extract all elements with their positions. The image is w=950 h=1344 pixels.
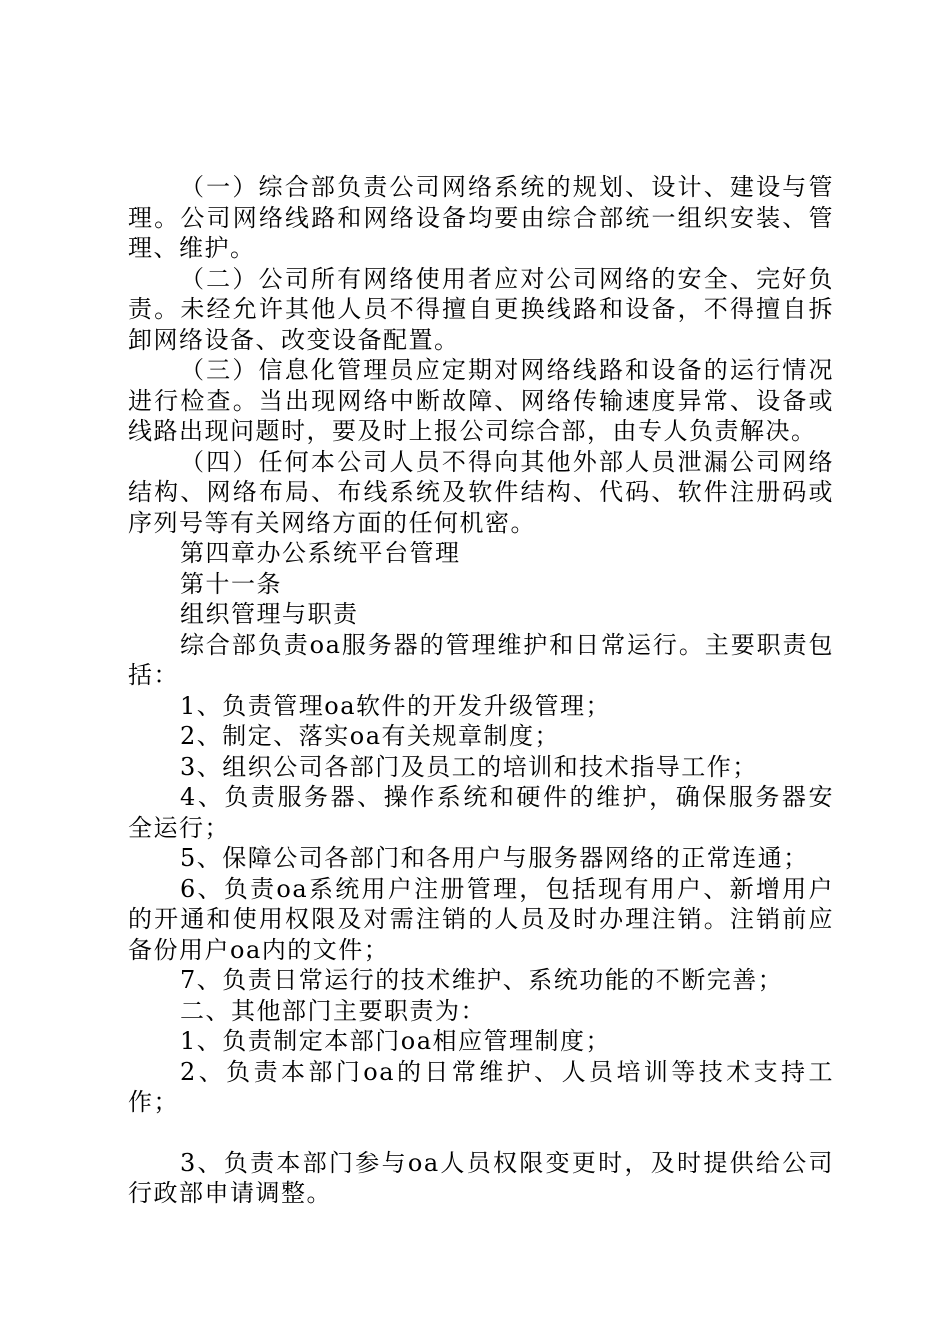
paragraph-confidentiality: （四）任何本公司人员不得向其他外部人员泄漏公司网络结构、网络布局、布线系统及软件结构、代码、软件注册码或序列号等有关网络方面的任何机密。 <box>128 447 834 537</box>
list-item: 2、负责本部门oa的日常维护、人员培训等技术支持工作； <box>128 1057 834 1116</box>
list-item: 2、制定、落实oa有关规章制度； <box>180 722 561 750</box>
subsection-heading: 二、其他部门主要职责为： <box>180 996 486 1025</box>
paragraph-network-users: （二）公司所有网络使用者应对公司网络的安全、完好负责。未经允许其他人员不得擅自更换线路和设备，不得擅自拆卸网络设备、改变设备配置。 <box>128 264 834 354</box>
list-item: 6、负责oa系统用户注册管理，包括现有用户、新增用户的开通和使用权限及对需注销的人员及时办理注销。注销前应备份用户oa内的文件； <box>128 874 834 964</box>
list-item: 1、负责制定本部门oa相应管理制度； <box>180 1027 612 1055</box>
list-item: 3、负责本部门参与oa人员权限变更时，及时提供给公司行政部申请调整。 <box>128 1148 834 1207</box>
list-item: 3、组织公司各部门及员工的培训和技术指导工作； <box>180 752 758 781</box>
paragraph-oa-server-duties: 综合部负责oa服务器的管理维护和日常运行。主要职责包括： <box>128 630 834 689</box>
list-item: 7、负责日常运行的技术维护、系统功能的不断完善； <box>180 966 784 994</box>
paragraph-network-planning: （一）综合部负责公司网络系统的规划、设计、建设与管理。公司网络线路和网络设备均要由综合部统一组织安装、管理、维护。 <box>128 173 834 262</box>
chapter-heading: 第四章办公系统平台管理 <box>180 539 461 567</box>
document-body <box>128 172 834 1209</box>
paragraph-network-inspection: （三）信息化管理员应定期对网络线路和设备的运行情况进行检查。当出现网络中断故障、网络传输速度异常、设备或线路出现问题时，要及时上报公司综合部，由专人负责解决。 <box>128 356 834 445</box>
list-item: 1、负责管理oa软件的开发升级管理； <box>180 691 612 720</box>
list-item: 5、保障公司各部门和各用户与服务器网络的正常连通； <box>180 844 809 872</box>
article-heading: 第十一条 <box>180 569 282 598</box>
list-item: 4、负责服务器、操作系统和硬件的维护，确保服务器安全运行； <box>128 783 834 842</box>
section-heading: 组织管理与职责 <box>180 600 359 628</box>
